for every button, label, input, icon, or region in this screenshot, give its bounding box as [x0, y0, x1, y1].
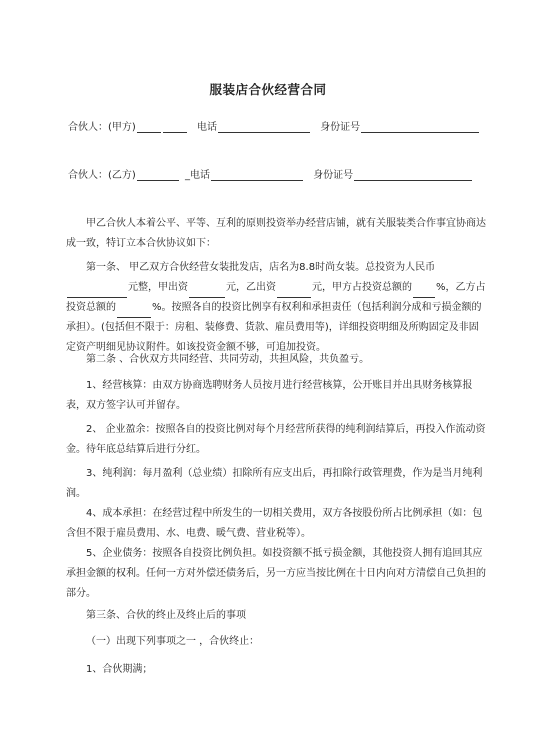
party-a-phone-label: 电话: [197, 122, 217, 133]
article-1-part-4: 元，甲方占投资总额的: [312, 282, 412, 293]
article-1-part-5: %，乙方占投资总额的: [66, 282, 486, 313]
article-3-heading: 第三条、合伙的终止及终止后的事项: [86, 610, 246, 621]
party-b-investment-blank[interactable]: [277, 286, 311, 298]
article-1-part-2: 元整，甲出资: [128, 282, 188, 293]
party-b-share-blank[interactable]: [117, 306, 151, 318]
sub-section-1-heading: （一）出现下列事项之一 ，合伙终止：: [86, 636, 260, 647]
party-a-id-blank[interactable]: [361, 121, 479, 133]
party-a-name-blank-2[interactable]: [163, 121, 187, 133]
party-b-phone-blank[interactable]: [211, 169, 303, 181]
item-1-paragraph: 1、经营核算：由双方协商选聘财务人员按月进行经营核算，公开账目并出具财务核算报表，双方签字认可并留存。: [66, 380, 473, 411]
article-1-part-1: 第一条、 甲乙双方合伙经营女装批发店，店名为8.8时尚女装。总投资为人民币: [86, 262, 436, 273]
party-a-phone-blank[interactable]: [218, 121, 310, 133]
party-a-label: 合伙人：(甲方): [68, 122, 136, 133]
party-a-id-label: 身份证号: [320, 122, 361, 133]
party-b-id-blank[interactable]: [354, 169, 472, 181]
total-investment-blank[interactable]: [67, 286, 127, 298]
page-title: 服装店合伙经营合同: [209, 82, 327, 97]
article-1-paragraph: [66, 258, 486, 358]
party-a-share-blank[interactable]: [413, 286, 435, 298]
party-b-id-label: 身份证号: [313, 170, 354, 181]
party-b-row: [68, 166, 473, 181]
article-1-part-3: 元，乙出资: [226, 282, 276, 293]
party-b-label: 合伙人：(乙方): [68, 170, 136, 181]
party-a-row: [68, 118, 480, 133]
article-2-paragraph: 第二条 、合伙双方共同经营、共同劳动，共担风险，共负盈亏。: [86, 354, 370, 365]
item-3-paragraph: 3、纯利润：每月盈利（总业绩）扣除所有应支出后，再扣除行政管理费，作为是当月纯利润。: [66, 468, 483, 499]
item-5-paragraph: 5、企业债务：按照各自投资比例负担。如投资额不抵亏损金额，其他投资人拥有追回其应承担金额的权利。任何一方对外偿还债务后，另一方应当按比例在十日内向对方清偿自己负担的部分。: [66, 548, 486, 599]
party-a-name-blank[interactable]: [137, 121, 161, 133]
item-2-paragraph: 2、 企业盈余：按照各自的投资比例对每个月经营所获得的纯利润结算后，再投入作流动资金。待年底总结算后进行分红。: [66, 424, 486, 455]
party-b-name-blank[interactable]: [137, 169, 179, 181]
item-4-paragraph: 4、成本承担：在经营过程中所发生的一切相关费用，双方各按股份所占比例承担（如：包含但不限于雇员费用、水、电费、暖气费、营业税等）。: [66, 508, 483, 539]
intro-paragraph: 甲乙合伙人本着公平、平等、互利的原则投资举办经营店铺，就有关服装类合作事宜协商达成一致，特订立本合伙协议如下：: [66, 218, 486, 249]
article-1-part-6: %。按照各自的投资比例享有权利和承担责任（包括利润分成和亏损金额的承担）。(包括但不限于：房租、装修费、货款、雇员费用等)，详细投资明细及所购固定及非固定资产明细见协议附件。如该投资金额不够，可追加投资。: [66, 302, 482, 353]
sub-section-1-item-1: 1、合伙期满；: [86, 664, 153, 675]
party-a-investment-blank[interactable]: [189, 286, 225, 298]
party-b-phone-label: _电话: [185, 170, 210, 181]
